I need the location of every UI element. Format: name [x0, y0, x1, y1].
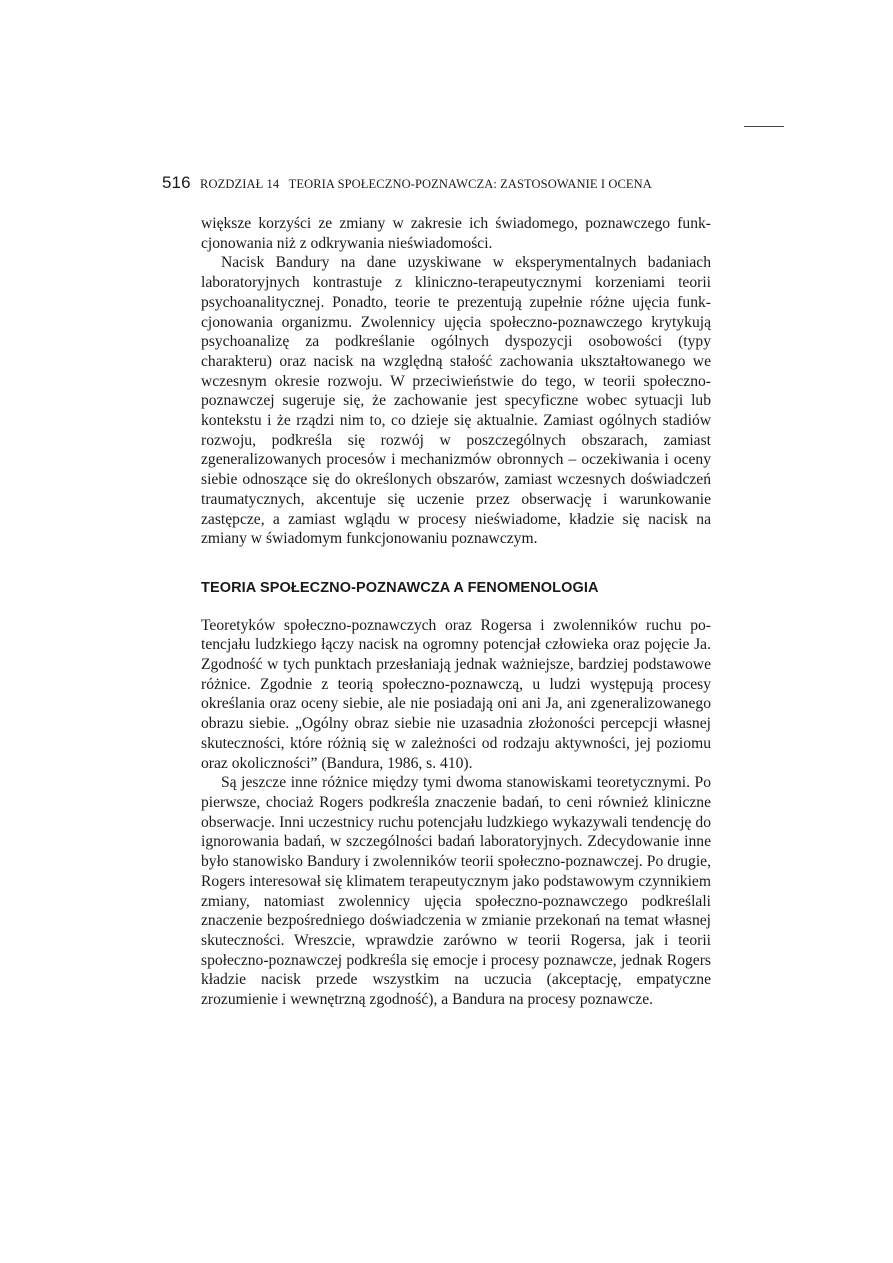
- paragraph: większe korzyści ze zmiany w zakresie ich świadomego, poznawczego funkcjonowania niż z odkrywania nieświadomości.: [201, 215, 711, 252]
- text-column: [201, 214, 711, 1010]
- chapter-label: ROZDZIAŁ 14: [200, 177, 280, 191]
- page-number: 516: [162, 173, 191, 192]
- section-heading: TEORIA SPOŁECZNO-POZNAWCZA A FENOMENOLOGIA: [201, 579, 599, 596]
- chapter-title: TEORIA SPOŁECZNO-POZNAWCZA: ZASTOSOWANIE I OCENA: [288, 177, 652, 191]
- paragraph: Nacisk Bandury na dane uzyskiwane w eksperymentalnych badaniach laboratoryjnych kontrastuje z kliniczno-terapeutycznymi korzeniami teorii psychoanalitycznej. Ponadto, teorie te prezentują zupełnie różne ujęcia funkcjonowania organizmu. Zwolennicy ujęcia społeczno-poznawczego krytykują psychoanalizę za podkreślanie ogólnych dyspozycji osobowości (typy charakteru) oraz nacisk na względną stałość zachowania ukształtowanego we wczesnym okresie rozwoju. W przeciwieństwie do tego, w teorii społeczno-poznawczej sugeruje się, że zachowanie jest specyficzne wobec sytuacji lub kontekstu i że rządzi nim to, co dzieje się aktualnie. Zamiast ogólnych stadiów rozwoju, podkreśla się rozwój w poszczególnych obszarach, zamiast zgeneralizowanych procesów i mechanizmów obronnych – oczekiwania i oceny siebie odnoszące się do określonych obszarów, zamiast wczesnych doświadczeń traumatycznych, akcentuje się uczenie przez obserwację i warunkowanie zastępcze, a zamiast wglądu w procesy nieświadome, kładzie się nacisk na zmiany w świadomym funkcjonowaniu poznawczym.: [201, 254, 711, 548]
- corner-rule: [744, 126, 784, 127]
- paragraph: Teoretyków społeczno-poznawczych oraz Rogersa i zwolenników ruchu potencjału ludzkiego łączy nacisk na ogromny potencjał człowieka oraz pojęcie Ja. Zgodność w tych punktach przesłaniają jednak ważniejsze, bardziej podstawowe różnice. Zgodnie z teorią społeczno-poznawczą, u ludzi występują procesy określania oraz oceny siebie, ale nie posiadają oni ani Ja, ani zgeneralizowanego obrazu siebie. „Ogólny obraz siebie nie uzasadnia złożoności percepcji własnej skuteczności, które różnią się w zależności od rodzaju aktywności, jej poziomu oraz okoliczności” (Bandura, 1986, s. 410).: [201, 616, 711, 772]
- running-head: [162, 173, 652, 193]
- paragraph: Są jeszcze inne różnice między tymi dwoma stanowiskami teoretycznymi. Po pierwsze, chociaż Rogers podkreśla znaczenie badań, to ceni również kliniczne obserwacje. Inni uczestnicy ruchu potencjału ludzkiego wykazywali tendencję do ignorowania badań, w szczególności badań laboratoryjnych. Zdecydowanie inne było stanowisko Bandury i zwolenników teorii społeczno-poznawczej. Po drugie, Rogers interesował się klimatem terapeutycznym jako podstawowym czynnikiem zmiany, natomiast zwolennicy ujęcia społeczno-poznawczego podkreślali znaczenie bezpośredniego doświadczenia w zmianie przekonań na temat własnej skuteczności. Wreszcie, wprawdzie zarówno w teorii Rogersa, jak i teorii społeczno-poznawczej podkreśla się emocje i procesy poznawcze, jednak Rogers kładzie nacisk przede wszystkim na uczucia (akceptację, empatyczne zrozumienie i wewnętrzną zgodność), a Bandura na procesy poznawcze.: [201, 774, 711, 1009]
